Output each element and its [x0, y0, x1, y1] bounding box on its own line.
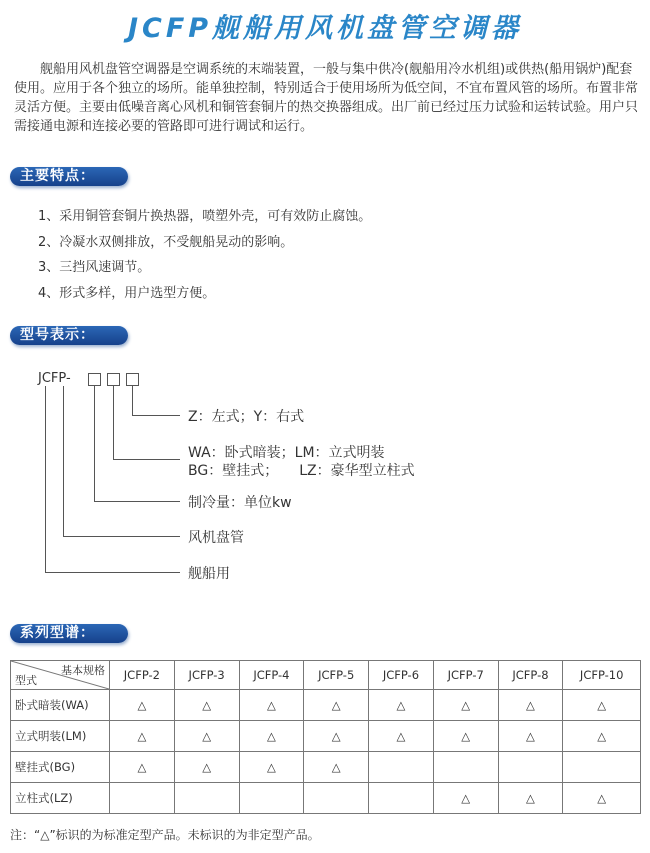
table-cell: △: [110, 752, 175, 783]
table-cell: △: [563, 690, 641, 721]
model-prefix: JCFP-: [38, 371, 71, 386]
table-cell: △: [239, 721, 304, 752]
column-header: JCFP-7: [433, 661, 498, 690]
corner-top-label: 基本规格: [61, 664, 105, 677]
table-cell: [498, 752, 563, 783]
table-row: [11, 752, 641, 783]
table-cell: △: [433, 783, 498, 814]
table-cell: △: [304, 721, 369, 752]
table-cell: △: [498, 783, 563, 814]
corner-bottom-label: 型式: [15, 674, 37, 687]
table-cell: △: [174, 752, 239, 783]
table-cell: [563, 752, 641, 783]
model-label-install-2: BG：壁挂式； LZ：豪华型立柱式: [188, 463, 415, 479]
table-cell: △: [174, 690, 239, 721]
table-cell: △: [433, 721, 498, 752]
features-heading-label: 主要特点：: [20, 168, 95, 184]
column-header: JCFP-5: [304, 661, 369, 690]
table-cell: △: [174, 721, 239, 752]
table-cell: [369, 752, 434, 783]
series-table: [10, 660, 641, 814]
model-label-orientation: Z：左式；Y：右式: [188, 409, 305, 425]
table-cell: [110, 783, 175, 814]
row-label: 立柱式(LZ): [11, 783, 110, 814]
column-header: JCFP-4: [239, 661, 304, 690]
column-header: JCFP-3: [174, 661, 239, 690]
table-cell: [304, 783, 369, 814]
table-cell: △: [369, 721, 434, 752]
table-row: [11, 690, 641, 721]
model-slot-box: [88, 373, 101, 386]
row-label: 立式明装(LM): [11, 721, 110, 752]
series-heading-label: 系列型谱：: [20, 625, 95, 641]
table-cell: △: [110, 721, 175, 752]
table-cell: △: [304, 690, 369, 721]
model-label-capacity: 制冷量：单位kw: [188, 495, 292, 511]
table-cell: △: [369, 690, 434, 721]
series-heading: [10, 624, 128, 643]
column-header: JCFP-8: [498, 661, 563, 690]
model-label-fan-coil: 风机盘管: [188, 530, 244, 546]
page-title: JCFP舰船用风机盘管空调器: [127, 13, 523, 44]
feature-item: 1、采用铜管套铜片换热器，喷塑外壳，可有效防止腐蚀。: [38, 209, 372, 224]
feature-item: 2、冷凝水双侧排放，不受舰船晃动的影响。: [38, 234, 294, 250]
table-corner-cell: [11, 661, 110, 690]
model-label-ship: 舰船用: [188, 566, 230, 582]
table-row: [11, 721, 641, 752]
table-cell: △: [304, 752, 369, 783]
intro-text: 舰船用风机盘管空调器是空调系统的末端装置，一般与集中供冷(舰船用冷水机组)或供热(船用锅炉)配套使用。应用于各个独立的场所。能单独控制，特别适合于使用场所为低空间，不宜布置风管的场所。布置非常灵活方便。主要由低噪音离心风机和铜管套铜片的热交换器组成。出厂前已经过压力试验和运转试验。用户只需接通电源和连接必要的管路即可进行调试和运行。: [14, 62, 639, 134]
table-cell: [433, 752, 498, 783]
table-cell: △: [433, 690, 498, 721]
column-header: JCFP-6: [369, 661, 434, 690]
footnote: 注：“△”标识的为标准定型产品。未标识的为非定型产品。: [10, 828, 320, 842]
model-heading-label: 型号表示：: [20, 327, 95, 343]
table-cell: △: [239, 752, 304, 783]
column-header: JCFP-2: [110, 661, 175, 690]
model-label-install-1: WA：卧式暗装；LM：立式明装: [188, 445, 385, 461]
row-label: 卧式暗装(WA): [11, 690, 110, 721]
table-cell: △: [239, 690, 304, 721]
table-row: [11, 783, 641, 814]
table-cell: △: [498, 690, 563, 721]
table-header-row: [11, 661, 641, 690]
table-cell: [369, 783, 434, 814]
table-cell: [174, 783, 239, 814]
feature-item: 3、三挡风速调节。: [38, 260, 151, 275]
table-cell: △: [110, 690, 175, 721]
feature-item: 4、形式多样，用户选型方便。: [38, 285, 216, 301]
column-header: JCFP-10: [563, 661, 641, 690]
table-cell: △: [498, 721, 563, 752]
table-cell: [239, 783, 304, 814]
model-slot-box: [107, 373, 120, 386]
table-cell: △: [563, 721, 641, 752]
row-label: 壁挂式(BG): [11, 752, 110, 783]
table-cell: △: [563, 783, 641, 814]
model-slot-box: [126, 373, 139, 386]
